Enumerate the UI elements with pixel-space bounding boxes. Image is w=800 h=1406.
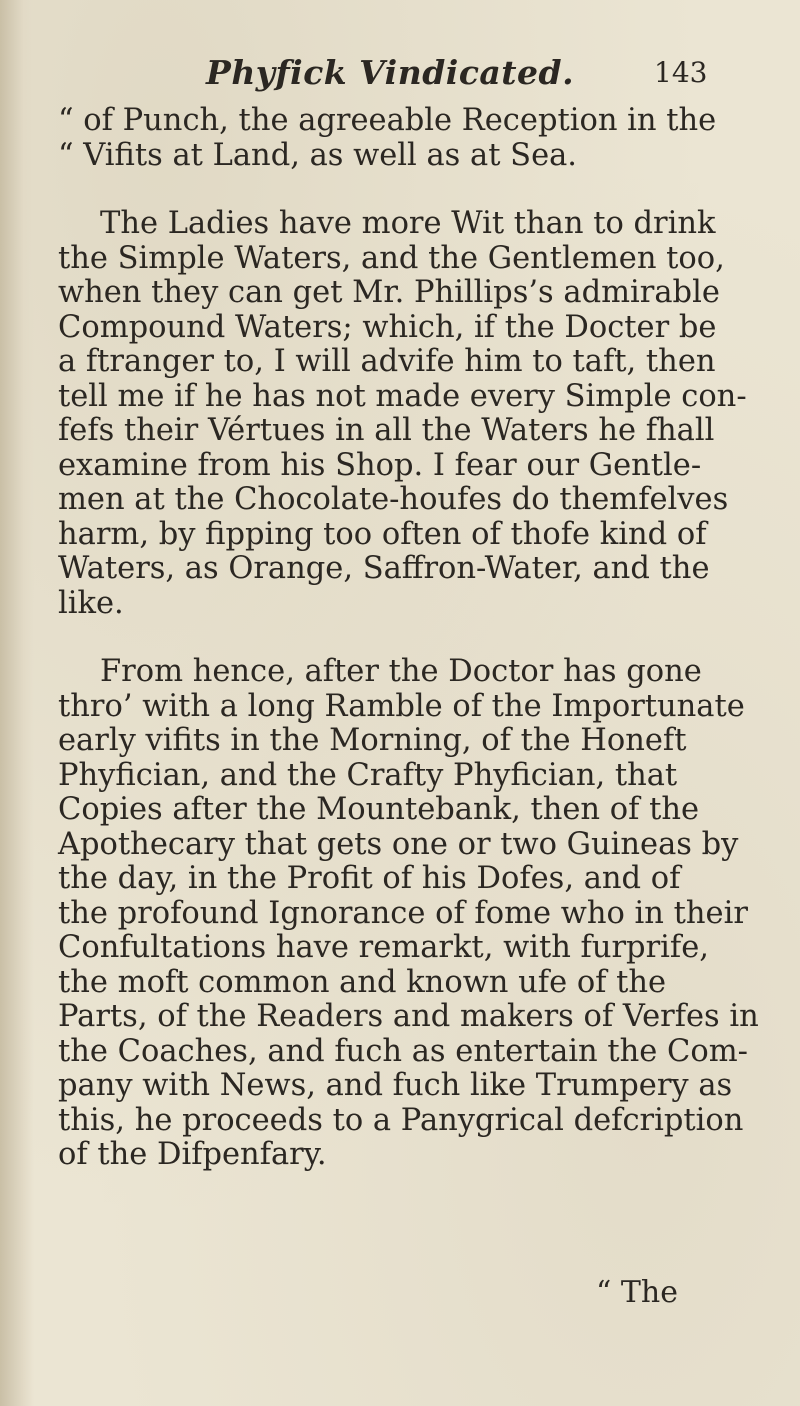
text-line: the Coaches, and fuch as entertain the Com-: [58, 1033, 748, 1069]
catchword: “ The: [596, 1275, 678, 1310]
paragraph-1: [58, 104, 773, 173]
page-gutter: [0, 0, 34, 1406]
text-line: the moft common and known ufe of the: [58, 964, 667, 1000]
text-line: From hence, after the Doctor has gone: [100, 654, 702, 689]
text-line: fefs their Vértues in all the Waters he fhall: [58, 413, 715, 448]
text-line: Copies after the Mountebank, then of the: [58, 792, 700, 827]
text-line: pany with News, and fuch like Trumpery as: [58, 1068, 733, 1103]
text-line: this, he proceeds to a Panygrical defcription: [58, 1102, 744, 1138]
text-line: men at the Chocolate-houfes do themfelves: [58, 482, 729, 517]
paragraph-2: [58, 207, 773, 621]
text-block: [58, 53, 773, 1173]
text-line: the Simple Waters, and the Gentlemen too,: [58, 240, 725, 276]
text-line: “ Vifits at Land, as well as at Sea.: [58, 137, 577, 173]
text-line: like.: [58, 585, 124, 621]
text-line: examine from his Shop. I fear our Gentle-: [58, 447, 702, 483]
text-line: early vifits in the Morning, of the Honeft: [58, 723, 687, 758]
text-line: Waters, as Orange, Saffron-Water, and the: [58, 551, 710, 586]
text-line: thro’ with a long Ramble of the Importunate: [58, 688, 745, 724]
text-line: harm, by fipping too often of thofe kind of: [58, 516, 707, 552]
text-line: Parts, of the Readers and makers of Verfes in: [58, 999, 759, 1034]
running-title: Phyfick Vindicated.: [206, 53, 575, 92]
text-line: of the Difpenfary.: [58, 1137, 327, 1172]
text-line: the day, in the Profit of his Dofes, and of: [58, 861, 681, 896]
text-line: a ftranger to, I will advife him to taft, then: [58, 344, 716, 379]
running-header: [58, 53, 773, 104]
text-line: when they can get Mr. Phillips’s admirable: [58, 275, 720, 310]
paragraph-3: [58, 655, 773, 1173]
text-line: Phyfician, and the Crafty Phyfician, that: [58, 757, 678, 793]
text-line: “ of Punch, the agreeable Reception in the: [58, 103, 717, 138]
text-line: tell me if he has not made every Simple con-: [58, 378, 747, 414]
text-line: the profound Ignorance of fome who in their: [58, 895, 748, 931]
text-line: Apothecary that gets one or two Guineas by: [58, 826, 739, 862]
text-line: Compound Waters; which, if the Docter be: [58, 309, 717, 345]
text-line: Confultations have remarkt, with furprife,: [58, 930, 709, 965]
text-line: The Ladies have more Wit than to drink: [100, 206, 716, 241]
page-number: 143: [654, 56, 708, 89]
